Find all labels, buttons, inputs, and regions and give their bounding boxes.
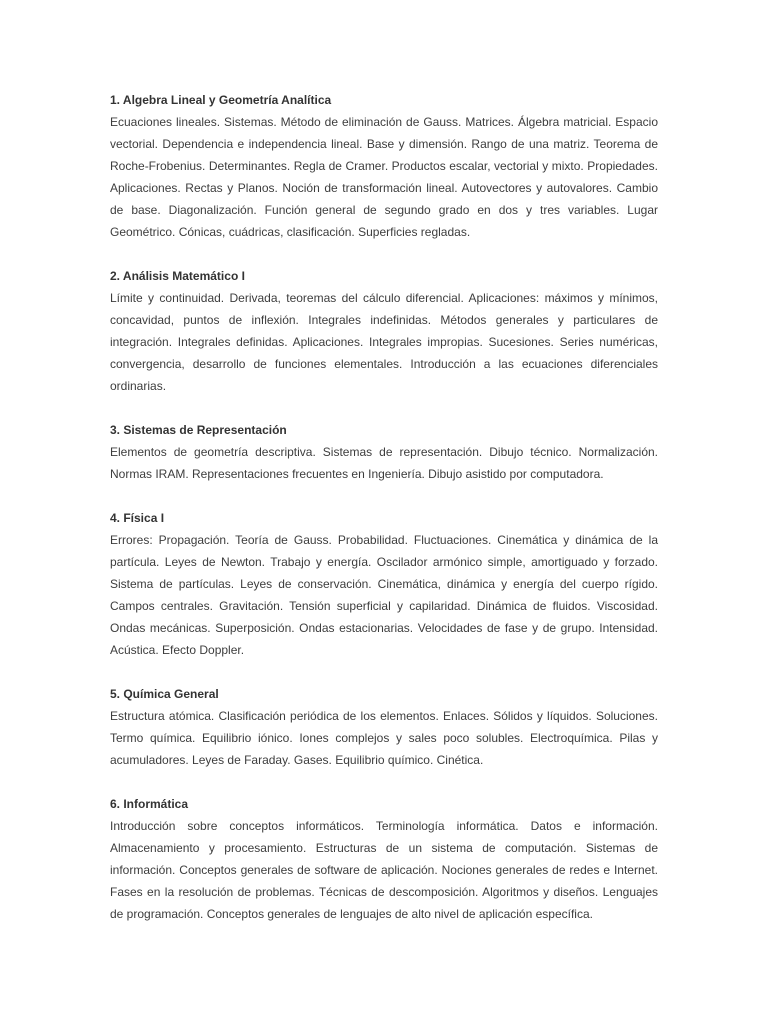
section-algebra xyxy=(110,89,658,243)
section-informatica xyxy=(110,793,658,925)
section-body: Límite y continuidad. Derivada, teoremas del cálculo diferencial. Aplicaciones: máximos y mínimos, concavidad, puntos de inflexión. Integrales indefinidas. Métodos generales y particulares de integración. Integrales definidas. Aplicaciones. Integrales impropias. Sucesiones. Series numéricas, convergencia, desarrollo de funciones elementales. Introducción a las ecuaciones diferenciales ordinarias. xyxy=(110,291,658,393)
section-title: 4. Física I xyxy=(110,511,165,525)
section-body: Elementos de geometría descriptiva. Sistemas de representación. Dibujo técnico. Normalización. Normas IRAM. Representaciones frecuentes en Ingeniería. Dibujo asistido por computadora. xyxy=(110,445,658,481)
section-body: Estructura atómica. Clasificación periódica de los elementos. Enlaces. Sólidos y líquidos. Soluciones. Termo química. Equilibrio iónico. Iones complejos y sales poco solubles. Electroquímica. Pilas y acumuladores. Leyes de Faraday. Gases. Equilibrio químico. Cinética. xyxy=(110,709,658,767)
section-body: Introducción sobre conceptos informáticos. Terminología informática. Datos e información. Almacenamiento y procesamiento. Estructuras de un sistema de computación. Sistemas de información. Conceptos generales de software de aplicación. Nociones generales de redes e Internet. Fases en la resolución de problemas. Técnicas de descomposición. Algoritmos y diseños. Lenguajes de programación. Conceptos generales de lenguajes de alto nivel de aplicación específica. xyxy=(110,819,658,921)
section-title: 5. Química General xyxy=(110,687,219,701)
section-title: 2. Análisis Matemático I xyxy=(110,269,245,283)
section-body: Ecuaciones lineales. Sistemas. Método de eliminación de Gauss. Matrices. Álgebra matricial. Espacio vectorial. Dependencia e independencia lineal. Base y dimensión. Rango de una matriz. Teorema de Roche-Frobenius. Determinantes. Regla de Cramer. Productos escalar, vectorial y mixto. Propiedades. Aplicaciones. Rectas y Planos. Noción de transformación lineal. Autovectores y autovalores. Cambio de base. Diagonalización. Función general de segundo grado en dos y tres variables. Lugar Geométrico. Cónicas, cuádricas, clasificación. Superficies regladas. xyxy=(110,115,658,239)
document-page xyxy=(110,89,658,947)
section-fisica xyxy=(110,507,658,661)
section-title: 6. Informática xyxy=(110,797,189,811)
section-title: 1. Algebra Lineal y Geometría Analítica xyxy=(110,93,332,107)
section-sistemas-representacion xyxy=(110,419,658,485)
section-quimica xyxy=(110,683,658,771)
section-body: Errores: Propagación. Teoría de Gauss. Probabilidad. Fluctuaciones. Cinemática y dinámica de la partícula. Leyes de Newton. Trabajo y energía. Oscilador armónico simple, amortiguado y forzado. Sistema de partículas. Leyes de conservación. Cinemática, dinámica y energía del cuerpo rígido. Campos centrales. Gravitación. Tensión superficial y capilaridad. Dinámica de fluidos. Viscosidad. Ondas mecánicas. Superposición. Ondas estacionarias. Velocidades de fase y de grupo. Intensidad. Acústica. Efecto Doppler. xyxy=(110,533,658,657)
section-analisis xyxy=(110,265,658,397)
section-title: 3. Sistemas de Representación xyxy=(110,423,287,437)
